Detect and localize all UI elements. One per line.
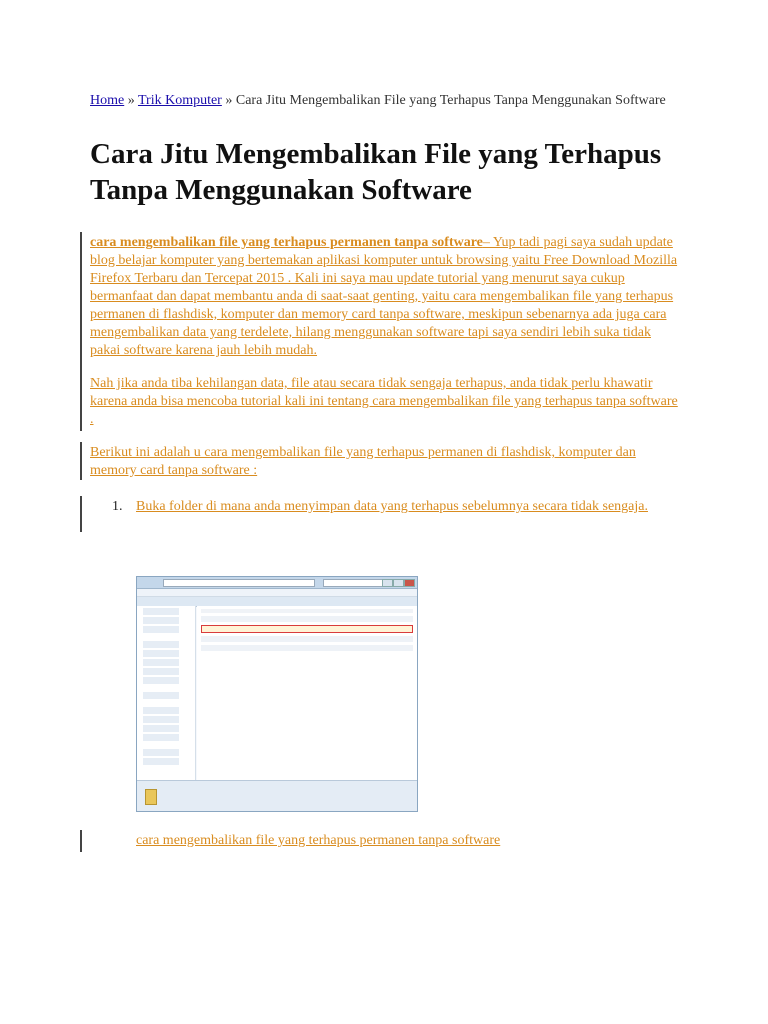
file-row-highlighted [201, 625, 413, 633]
breadcrumb-current: Cara Jitu Mengembalikan File yang Terhapus Tanpa Menggunakan Software [235, 93, 666, 108]
explorer-screenshot-image [136, 576, 418, 812]
minimize-icon [382, 579, 393, 587]
article-container [90, 92, 682, 848]
quote-bar [80, 830, 82, 852]
window-menubar [137, 589, 417, 597]
intro-text[interactable]: – Yup tadi pagi saya sudah update blog belajar komputer yang bertemakan aplikasi komputer untuk browsing yaitu Free Download Mozilla Firefox Terbaru dan Tercepat 2015 . Kali ini saya mau update tutorial yang menurut saya cukup bermanfaat dan dapat membantu anda di saat-saat genting, yaitu cara mengembalikan file yang terhapus permanen di flashdisk, komputer dan memory card tanpa software, meskipun sebenarnya ada juga cara mengembalikan data yang terdelete, hilang menggunakan software tapi saya sendiri lebih suka tidak pakai software karena jauh lebih mudah. [90, 235, 678, 358]
nav-item [143, 758, 179, 765]
quote-bar [80, 496, 82, 532]
column-header [201, 609, 413, 613]
nav-item [143, 677, 179, 684]
image-caption-link[interactable]: cara mengembalikan file yang terhapus permanen tanpa software [136, 833, 501, 848]
breadcrumb-category-link[interactable]: Trik Komputer [137, 93, 222, 108]
paragraph-2[interactable] [90, 375, 682, 429]
file-row [201, 616, 413, 622]
nav-item [143, 725, 179, 732]
nav-item [143, 716, 179, 723]
paragraph-2-text[interactable]: Nah jika anda tiba kehilangan data, file atau secara tidak sengaja terhapus, anda tidak perlu khawatir karena anda bisa mencoba tutorial kali ini tentang cara mengembalikan file yang terhapus tanpa software . [90, 376, 678, 427]
file-list [197, 606, 417, 781]
article-title: Cara Jitu Mengembalikan File yang Terhapus Tanpa Menggunakan Software [90, 138, 662, 206]
nav-item [143, 668, 179, 675]
quote-bar [80, 442, 82, 480]
paragraph-3[interactable] [90, 444, 682, 480]
nav-item [143, 692, 179, 699]
details-pane [137, 780, 417, 811]
breadcrumb-separator: » [124, 93, 138, 108]
step-text[interactable]: Buka folder di mana anda menyimpan data yang terhapus sebelumnya secara tidak sengaja. [136, 499, 648, 514]
file-row [201, 636, 413, 642]
nav-item [143, 707, 179, 714]
step-number: 1. [112, 499, 123, 514]
search-box [323, 579, 385, 587]
breadcrumb-separator: » [221, 93, 236, 108]
window-titlebar [137, 577, 417, 589]
intro-lead-link[interactable]: cara mengembalikan file yang terhapus permanen tanpa software [90, 235, 483, 250]
nav-item [143, 659, 179, 666]
nav-item [143, 617, 179, 624]
close-icon [404, 579, 415, 587]
steps-list [90, 498, 682, 516]
nav-item [143, 650, 179, 657]
paragraph-3-text[interactable]: Berikut ini adalah u cara mengembalikan file yang terhapus permanen di flashdisk, komputer dan memory card tanpa software : [90, 445, 636, 478]
nav-item [143, 749, 179, 756]
file-row [201, 645, 413, 651]
intro-paragraph[interactable] [90, 234, 682, 360]
breadcrumb-home-link[interactable]: Home [90, 93, 125, 108]
nav-item [143, 608, 179, 615]
nav-item [143, 734, 179, 741]
nav-item [143, 626, 179, 633]
breadcrumb [90, 92, 682, 110]
quote-bar [80, 373, 82, 431]
file-icon [145, 789, 157, 805]
address-bar [163, 579, 315, 587]
maximize-icon [393, 579, 404, 587]
nav-item [143, 641, 179, 648]
navigation-pane [137, 606, 196, 781]
list-item [90, 498, 682, 516]
quote-bar [80, 232, 82, 380]
